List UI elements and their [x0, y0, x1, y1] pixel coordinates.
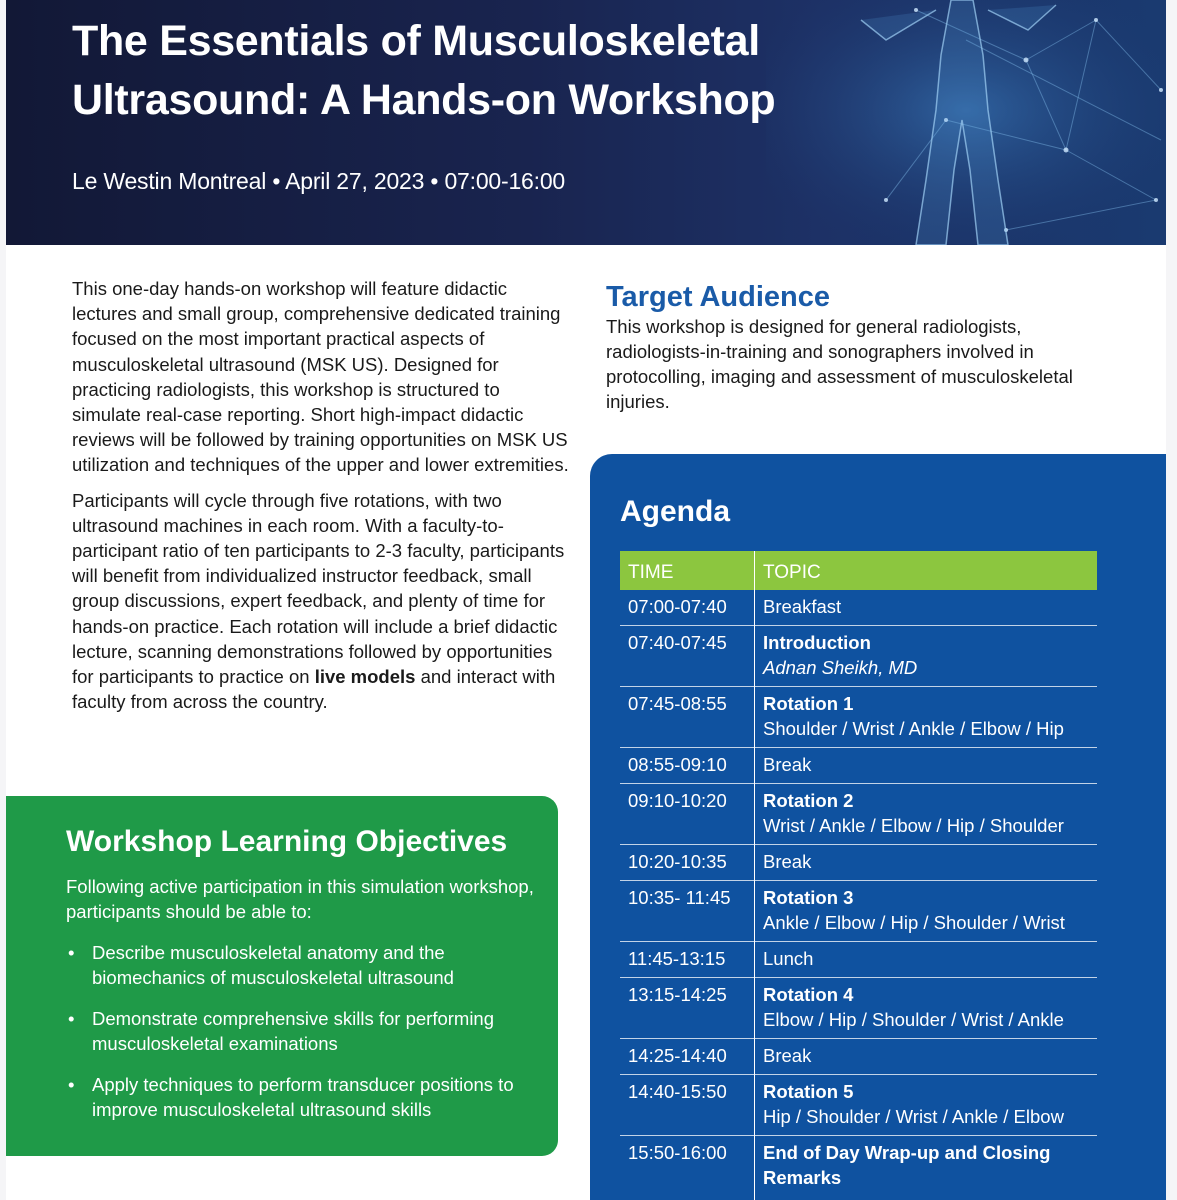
- table-row: [620, 1136, 1097, 1200]
- agenda-topic-detail: Adnan Sheikh, MD: [763, 657, 918, 678]
- topic-column-header: TOPIC: [755, 551, 1098, 590]
- agenda-topic-title: End of Day Wrap-up and Closing Remarks: [763, 1142, 1051, 1188]
- table-row: [620, 1075, 1097, 1136]
- objective-text: Describe musculoskeletal anatomy and the biomechanics of musculoskeletal ultrasound: [92, 942, 454, 988]
- target-audience-section: [606, 280, 1106, 414]
- table-row: [620, 845, 1097, 881]
- time-column-header: TIME: [620, 551, 755, 590]
- objective-text: Apply techniques to perform transducer positions to improve musculoskeletal ultrasound skills: [92, 1074, 514, 1120]
- bullet-icon: •: [68, 942, 75, 963]
- agenda-time: 10:20-10:35: [620, 845, 755, 881]
- objective-text: Demonstrate comprehensive skills for performing musculoskeletal examinations: [92, 1008, 495, 1054]
- agenda-time: 07:00-07:40: [620, 590, 755, 626]
- header-banner: [6, 0, 1166, 245]
- intro-paragraph-2-start: Participants will cycle through five rotations, with two ultrasound machines in each room. With a faculty-to-participant ratio of ten participants to 2-3 faculty, participants will benefit from individualized instructor feedback, small group discussions, expert feedback, and plenty of time for hands-on practice. Each rotation will include a brief didactic lecture, scanning demonstrations followed by opportunities for participants to practice on: [72, 489, 565, 688]
- agenda-topic-detail: Shoulder / Wrist / Ankle / Elbow / Hip: [763, 718, 1064, 739]
- bullet-icon: •: [68, 1008, 75, 1029]
- agenda-time: 14:40-15:50: [620, 1075, 755, 1136]
- intro-paragraph-2-end: and interact with faculty from across the country.: [72, 666, 556, 713]
- agenda-topic-title: Breakfast: [763, 596, 842, 617]
- table-row: [620, 626, 1097, 687]
- agenda-topic: [755, 1075, 1098, 1136]
- agenda-topic: [755, 978, 1098, 1039]
- agenda-topic: [755, 626, 1098, 687]
- table-row: [620, 590, 1097, 626]
- agenda-topic-title: Rotation 2: [763, 790, 854, 811]
- bullet-icon: •: [68, 1074, 75, 1095]
- agenda-topic-title: Break: [763, 1045, 812, 1066]
- flyer-page: [6, 0, 1166, 1200]
- agenda-topic-detail: Wrist / Ankle / Elbow / Hip / Shoulder: [763, 815, 1064, 836]
- target-audience-text: This workshop is designed for general radiologists, radiologists-in-training and sonographers involved in protocolling, imaging and assessment of musculoskeletal injuries.: [606, 316, 1073, 412]
- agenda-time: 09:10-10:20: [620, 784, 755, 845]
- table-row: [620, 1039, 1097, 1075]
- list-item: [66, 1006, 546, 1056]
- agenda-topic-title: Lunch: [763, 948, 814, 969]
- objectives-lead: Following active participation in this simulation workshop, participants should be able to:: [66, 876, 534, 922]
- agenda-time: 07:40-07:45: [620, 626, 755, 687]
- agenda-topic-detail: Elbow / Hip / Shoulder / Wrist / Ankle: [763, 1009, 1064, 1030]
- agenda-topic-title: Rotation 1: [763, 693, 854, 714]
- agenda-topic-title: Rotation 3: [763, 887, 854, 908]
- agenda-topic-title: Rotation 4: [763, 984, 854, 1005]
- intro-section: [72, 276, 572, 724]
- intro-paragraph-2: [72, 488, 572, 715]
- agenda-header-row: [620, 551, 1097, 590]
- agenda-topic: [755, 1136, 1098, 1200]
- agenda-topic-detail: Hip / Shoulder / Wrist / Ankle / Elbow: [763, 1106, 1064, 1127]
- table-row: [620, 784, 1097, 845]
- agenda-time: 08:55-09:10: [620, 748, 755, 784]
- live-models-emphasis: live models: [314, 666, 416, 688]
- objectives-heading: Workshop Learning Objectives: [66, 825, 508, 858]
- objectives-list: [66, 940, 546, 1138]
- table-row: [620, 748, 1097, 784]
- table-row: [620, 881, 1097, 942]
- agenda-table: [620, 551, 1097, 1200]
- agenda-time: 11:45-13:15: [620, 942, 755, 978]
- agenda-time: 10:35- 11:45: [620, 881, 755, 942]
- table-row: [620, 942, 1097, 978]
- agenda-topic-title: Rotation 5: [763, 1081, 854, 1102]
- page-title: The Essentials of Musculoskeletal Ultrasound: A Hands-on Workshop: [72, 17, 776, 124]
- agenda-topic-title: Introduction: [763, 632, 871, 653]
- agenda-topic: [755, 1039, 1098, 1075]
- learning-objectives-box: [6, 796, 558, 1156]
- table-row: [620, 687, 1097, 748]
- agenda-topic-detail: Ankle / Elbow / Hip / Shoulder / Wrist: [763, 912, 1065, 933]
- list-item: [66, 1072, 546, 1122]
- agenda-time: 13:15-14:25: [620, 978, 755, 1039]
- agenda-time: 15:50-16:00: [620, 1136, 755, 1200]
- intro-paragraph-1: This one-day hands-on workshop will feature didactic lectures and small group, comprehensive dedicated training focused on the most important practical aspects of musculoskeletal ultrasound (MSK US). Designed for practicing radiologists, this workshop is structured to simulate real-case reporting. Short high-impact didactic reviews will be followed by training opportunities on MSK US utilization and techniques of the upper and lower extremities.: [72, 278, 569, 476]
- agenda-time: 07:45-08:55: [620, 687, 755, 748]
- agenda-time: 14:25-14:40: [620, 1039, 755, 1075]
- agenda-topic: [755, 784, 1098, 845]
- event-details: Le Westin Montreal • April 27, 2023 • 07:00-16:00: [72, 168, 566, 194]
- agenda-topic: [755, 748, 1098, 784]
- target-audience-heading: Target Audience: [606, 281, 830, 313]
- list-item: [66, 940, 546, 990]
- agenda-topic: [755, 590, 1098, 626]
- agenda-box: [590, 454, 1166, 1200]
- agenda-topic-title: Break: [763, 754, 812, 775]
- agenda-topic: [755, 942, 1098, 978]
- agenda-topic-title: Break: [763, 851, 812, 872]
- agenda-topic: [755, 881, 1098, 942]
- agenda-topic: [755, 845, 1098, 881]
- agenda-heading: Agenda: [620, 495, 731, 528]
- agenda-topic: [755, 687, 1098, 748]
- table-row: [620, 978, 1097, 1039]
